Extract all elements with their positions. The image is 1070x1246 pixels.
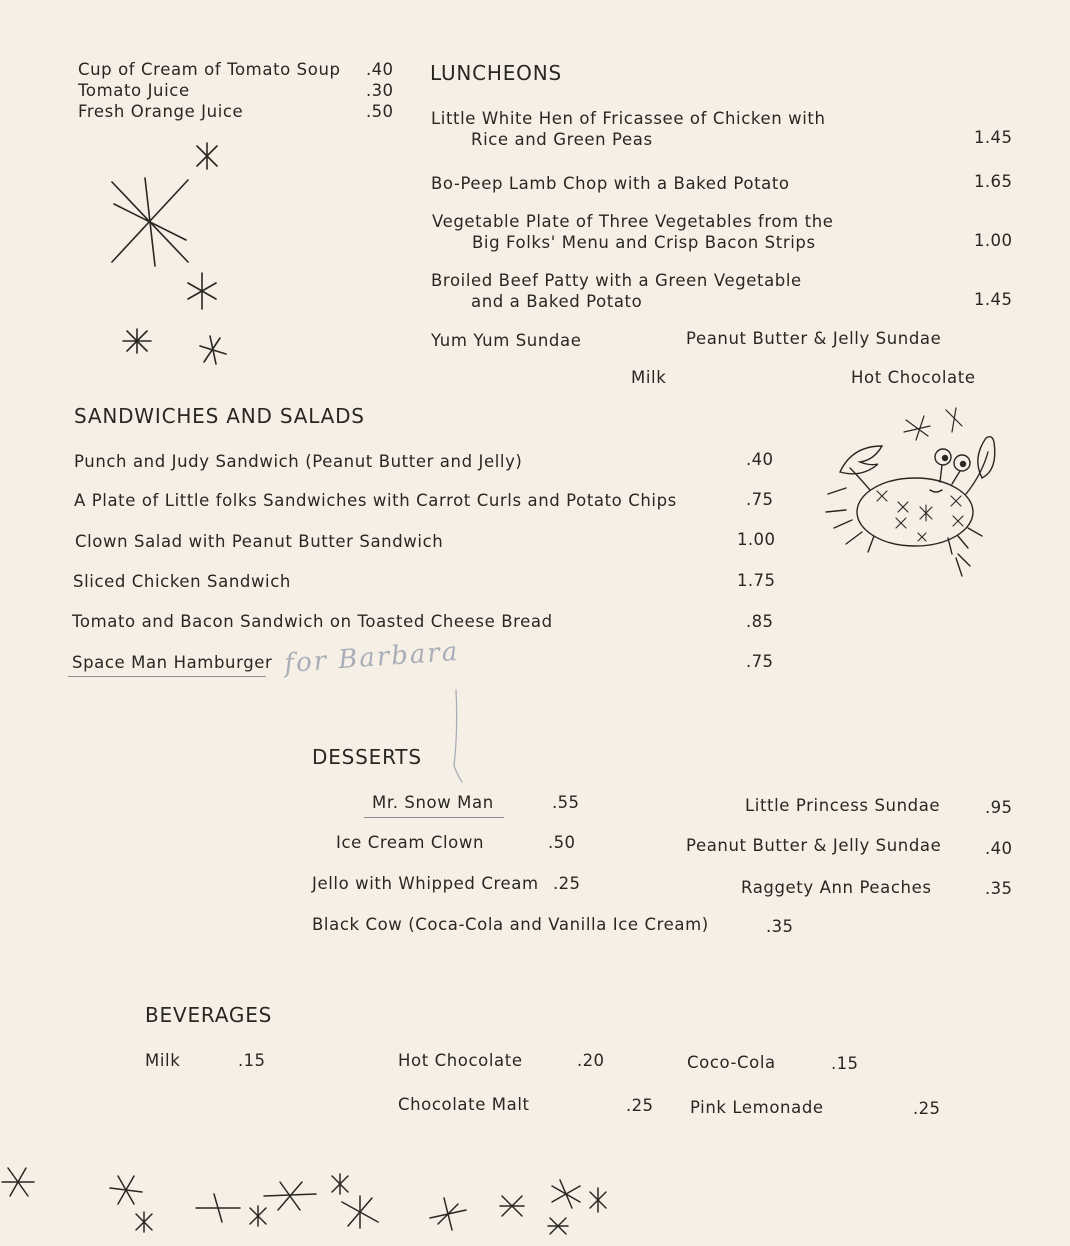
sandwich-name: Space Man Hamburger [72, 653, 273, 672]
luncheon-line: Rice and Green Peas [471, 130, 653, 149]
beverage-name: Milk [145, 1051, 181, 1070]
dessert-name: Peanut Butter & Jelly Sundae [686, 836, 942, 855]
luncheon-line: and a Baked Potato [471, 292, 643, 311]
sandwich-name: Tomato and Bacon Sandwich on Toasted Cheese Bread [72, 612, 553, 631]
beverage-price: .20 [577, 1051, 605, 1070]
sandwich-name: Sliced Chicken Sandwich [73, 572, 291, 591]
sandwich-name: Clown Salad with Peanut Butter Sandwich [75, 532, 444, 551]
sandwiches-heading: SANDWICHES AND SALADS [74, 404, 365, 428]
starter-price: .30 [366, 81, 394, 100]
dessert-price: .55 [552, 793, 580, 812]
sandwich-price: .75 [746, 652, 774, 671]
beverage-price: .15 [238, 1051, 266, 1070]
luncheon-price: 1.45 [974, 128, 1013, 147]
beverages-heading: BEVERAGES [145, 1003, 273, 1027]
desserts-heading: DESSERTS [312, 745, 422, 769]
star-doodle-icon [2, 1168, 606, 1234]
sandwich-name: Punch and Judy Sandwich (Peanut Butter and Jelly) [74, 452, 523, 471]
handwritten-note [281, 637, 462, 782]
sandwich-price: .40 [746, 450, 774, 469]
starter-name: Fresh Orange Juice [78, 102, 244, 121]
dessert-name: Raggety Ann Peaches [741, 878, 932, 897]
beverage-name: Pink Lemonade [690, 1098, 824, 1117]
beverage-name: Chocolate Malt [398, 1095, 530, 1114]
luncheon-price: 1.65 [974, 172, 1013, 191]
luncheon-choice: Hot Chocolate [851, 368, 976, 387]
crab-icon [826, 408, 995, 576]
dessert-name: Jello with Whipped Cream [312, 874, 539, 893]
luncheon-choice: Milk [631, 368, 667, 387]
dessert-price: .95 [985, 798, 1013, 817]
luncheon-line: Big Folks' Menu and Crisp Bacon Strips [472, 233, 816, 252]
star-doodle-icon [112, 143, 226, 364]
sandwich-price: .85 [746, 612, 774, 631]
sandwich-price: 1.00 [737, 530, 776, 549]
luncheons-heading: LUNCHEONS [430, 61, 562, 85]
starter-name: Tomato Juice [78, 81, 190, 100]
beverage-price: .25 [913, 1099, 941, 1118]
starter-price: .50 [366, 102, 394, 121]
dessert-name: Black Cow (Coca-Cola and Vanilla Ice Cream) [312, 915, 709, 934]
luncheon-price: 1.00 [974, 231, 1013, 250]
dessert-price: .35 [766, 917, 794, 936]
luncheon-price: 1.45 [974, 290, 1013, 309]
beverage-price: .25 [626, 1096, 654, 1115]
starter-price: .40 [366, 60, 394, 79]
beverage-price: .15 [831, 1054, 859, 1073]
sandwich-name: A Plate of Little folks Sandwiches with Carrot Curls and Potato Chips [74, 491, 677, 510]
starter-name: Cup of Cream of Tomato Soup [78, 60, 341, 79]
dessert-price: .25 [553, 874, 581, 893]
dessert-name: Mr. Snow Man [372, 793, 494, 812]
beverage-name: Hot Chocolate [398, 1051, 523, 1070]
sandwich-price: 1.75 [737, 571, 776, 590]
svg-text:for Barbara: for Barbara [283, 636, 461, 679]
luncheon-choice: Yum Yum Sundae [431, 331, 582, 350]
luncheon-line: Little White Hen of Fricassee of Chicken with [431, 109, 826, 128]
beverage-name: Coco-Cola [687, 1053, 776, 1072]
dessert-price: .35 [985, 879, 1013, 898]
luncheon-line: Vegetable Plate of Three Vegetables from the [432, 212, 834, 231]
luncheon-line: Bo-Peep Lamb Chop with a Baked Potato [431, 174, 790, 193]
sandwich-price: .75 [746, 490, 774, 509]
luncheon-line: Broiled Beef Patty with a Green Vegetable [431, 271, 802, 290]
dessert-name: Little Princess Sundae [745, 796, 941, 815]
dessert-name: Ice Cream Clown [336, 833, 485, 852]
dessert-price: .40 [985, 839, 1013, 858]
dessert-price: .50 [548, 833, 576, 852]
luncheon-choice: Peanut Butter & Jelly Sundae [686, 329, 942, 348]
